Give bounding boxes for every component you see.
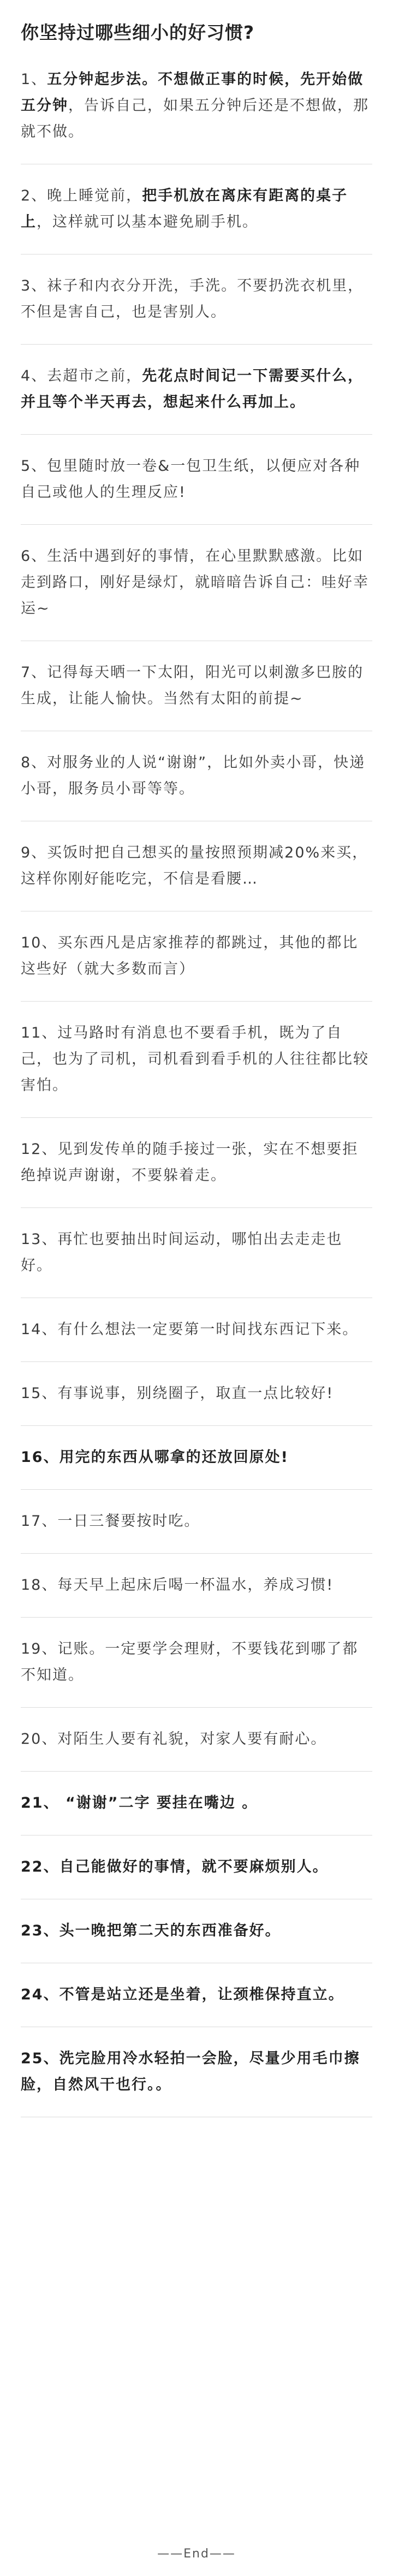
tip-text: 4、去超市之前， (21, 368, 142, 384)
tip-text: 6、生活中遇到好的事情，在心里默默感激。比如走到路口，刚好是绿灯，就暗暗告诉自己：哇好幸运~ (21, 548, 369, 617)
tip-item (21, 840, 372, 892)
tip-text: 17、一日三餐要按时吃。 (21, 1513, 200, 1530)
tip-item (21, 67, 372, 145)
tip-item (21, 1854, 372, 1880)
tip-item (21, 1381, 372, 1407)
tip-text: 15、有事说事，别绕圈子，取直一点比较好! (21, 1385, 334, 1402)
tip-text: 8、对服务业的人说“谢谢”，比如外卖小哥，快递小哥，服务员小哥等等。 (21, 754, 366, 797)
tip-item (21, 1020, 372, 1099)
tip-text: 18、每天早上起床后喝一杯温水，养成习惯! (21, 1577, 334, 1594)
divider (21, 1207, 372, 1208)
tip-text: ，这样就可以基本避免刷手机。 (37, 214, 258, 230)
tip-text-bold: 五分钟起步法。不想做正事的时候，先开始做五分钟 (21, 71, 364, 114)
tip-text: 11、过马路时有消息也不要看手机，既为了自己，也为了司机，司机看到看手机的人往往都比较害怕。 (21, 1025, 369, 1094)
tip-text: 9、买饭时把自己想买的量按照预期减20%来买，这样你刚好能吃完，不信是看腰… (21, 844, 368, 887)
tip-text: 1、 (21, 71, 47, 88)
tip-item (21, 2046, 372, 2098)
tip-text: 3、袜子和内衣分开洗，手洗。不要扔洗衣机里，不但是害自己，也是害别人。 (21, 277, 364, 321)
tip-item (21, 273, 372, 325)
tip-text-bold: 16、用完的东西从哪拿的还放回原处! (21, 1449, 289, 1466)
tip-item (21, 1508, 372, 1535)
tip-text: 20、对陌生人要有礼貌，对家人要有耐心。 (21, 1731, 327, 1748)
divider (21, 1553, 372, 1554)
tip-item (21, 1136, 372, 1189)
tip-text: 14、有什么想法一定要第一时间找东西记下来。 (21, 1321, 359, 1338)
tip-item (21, 1444, 372, 1471)
tip-text: 5、包里随时放一卷&一包卫生纸，以便应对各种自己或他人的生理反应! (21, 458, 361, 501)
tip-item (21, 1227, 372, 1279)
tip-item (21, 363, 372, 416)
tip-item (21, 660, 372, 712)
tip-text: 2、晚上睡觉前， (21, 187, 142, 204)
tip-item (21, 183, 372, 235)
tip-text-bold: 21、 “谢谢”二字 要挂在嘴边 。 (21, 1795, 258, 1811)
end-marker: ——End—— (157, 2547, 236, 2561)
tip-text-bold: 把手机放在离床有距离的桌子上 (21, 187, 348, 230)
tip-item (21, 930, 372, 982)
tip-text: 10、买东西凡是店家推荐的都跳过，其他的都比这些好（就大多数而言） (21, 934, 359, 978)
tip-text-bold: 先花点时间记一下需要买什么，并且等个半天再去，想起来什么再加上。 (21, 368, 364, 411)
tip-text: 12、见到发传单的随手接过一张，实在不想要拒绝掉说声谢谢，不要躲着走。 (21, 1141, 359, 1184)
tip-text-bold: 24、不管是站立还是坐着，让颈椎保持直立。 (21, 1986, 344, 2003)
tip-text: ，告诉自己，如果五分钟后还是不想做，那就不做。 (21, 97, 369, 140)
tip-item (21, 1636, 372, 1689)
divider (21, 1617, 372, 1618)
tip-text: 19、记账。一定要学会理财，不要钱花到哪了都不知道。 (21, 1641, 359, 1684)
divider (21, 1707, 372, 1708)
divider (21, 1425, 372, 1426)
divider (21, 1361, 372, 1362)
tip-text-bold: 25、洗完脸用冷水轻拍一会脸，尽量少用毛巾擦脸，自然风干也行。。 (21, 2050, 360, 2093)
tip-text: 7、记得每天晒一下太阳，阳光可以刺激多巴胺的生成，让能人愉快。当然有太阳的前提~ (21, 664, 364, 707)
tip-text-bold: 22、自己能做好的事情，就不要麻烦别人。 (21, 1858, 329, 1875)
tip-item (21, 1726, 372, 1752)
tip-item (21, 1982, 372, 2008)
tip-text: 13、再忙也要抽出时间运动，哪怕出去走走也好。 (21, 1231, 343, 1274)
divider (21, 344, 372, 345)
divider (21, 1771, 372, 1772)
tip-item (21, 543, 372, 622)
divider (21, 1489, 372, 1490)
divider (21, 434, 372, 435)
page-title: 你坚持过哪些细小的好习惯? (21, 22, 255, 43)
tip-item (21, 1317, 372, 1343)
divider (21, 524, 372, 525)
divider (21, 1117, 372, 1118)
tip-text-bold: 23、头一晚把第二天的东西准备好。 (21, 1922, 281, 1939)
tips-list (21, 67, 372, 2117)
divider (21, 1001, 372, 1002)
tip-item (21, 1572, 372, 1598)
tip-item (21, 453, 372, 506)
tip-item (21, 1918, 372, 1944)
tip-item (21, 1790, 372, 1816)
tip-item (21, 750, 372, 802)
